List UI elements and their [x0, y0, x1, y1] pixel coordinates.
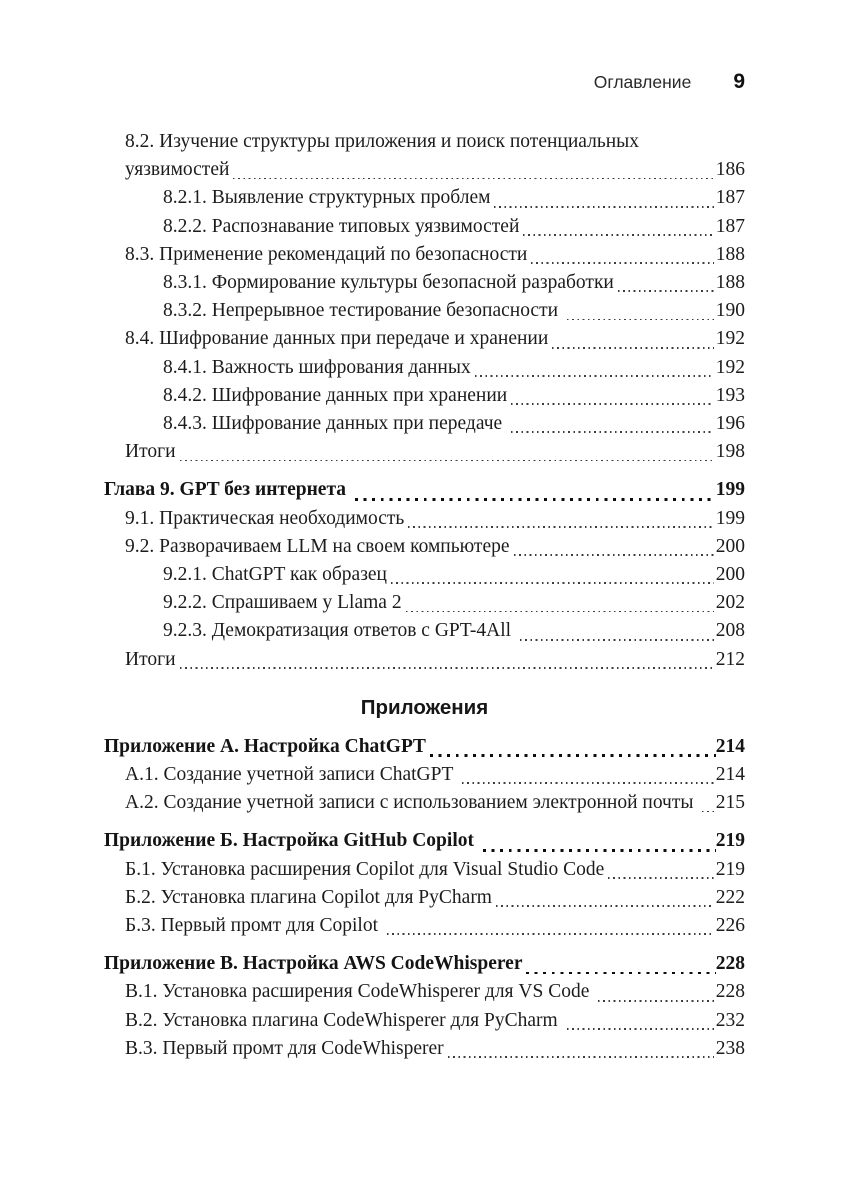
toc-entry-page: 187	[715, 187, 745, 209]
dot-leader	[526, 972, 715, 975]
dot-leader	[355, 498, 716, 501]
toc-entry	[104, 1007, 745, 1035]
toc-entry-page: 228	[715, 953, 745, 975]
toc-entry-title: 8.4. Шифрование данных при передаче и хранении	[125, 328, 549, 350]
toc-entry	[104, 476, 745, 504]
page-number: 9	[733, 70, 745, 93]
dot-leader	[618, 290, 714, 292]
toc-entry	[104, 438, 745, 466]
toc-entry-title: В.1. Установка расширения CodeWhisperer для VS Code	[125, 981, 595, 1003]
toc-entry-title: 9.2.1. ChatGPT как образец	[163, 564, 387, 586]
toc-entry-title: Итоги	[125, 441, 176, 463]
toc-entry-title: 8.2.2. Распознавание типовых уязвимостей	[163, 215, 520, 237]
toc-entry-page: 199	[715, 479, 745, 501]
toc-entry-page: 190	[715, 300, 745, 322]
dot-leader	[233, 178, 713, 180]
dot-leader	[702, 811, 713, 813]
toc-entry-page: 192	[715, 356, 745, 378]
dot-leader	[511, 431, 714, 433]
toc-entry-title: Приложение В. Настройка AWS CodeWhisperer	[104, 953, 523, 975]
toc-entry-page: 226	[715, 915, 745, 937]
dot-leader	[387, 933, 714, 935]
dot-leader	[408, 526, 713, 528]
toc-entry-title: А.2. Создание учетной записи с использованием электронной почты	[125, 792, 699, 814]
toc-entry-page: 186	[715, 159, 745, 181]
toc-entry	[104, 297, 745, 325]
dot-leader	[567, 319, 714, 321]
toc-entry-title: 8.4.3. Шифрование данных при передаче	[163, 413, 508, 435]
toc-entry	[104, 761, 745, 789]
toc-section	[104, 476, 745, 673]
toc-entry	[104, 269, 745, 297]
toc-entry	[104, 617, 745, 645]
toc-entry-title: Б.2. Установка плагина Copilot для PyCharm	[125, 886, 492, 908]
toc-entry-title: Итоги	[125, 648, 176, 670]
appendices-section-heading: Приложения	[360, 695, 489, 719]
toc-entry-title: 8.3.1. Формирование культуры безопасной разработки	[163, 272, 614, 294]
dot-leader	[448, 1056, 714, 1058]
dot-leader	[406, 611, 714, 613]
dot-leader	[430, 754, 716, 757]
toc-entry-page: 196	[715, 413, 745, 435]
toc-entry	[104, 533, 745, 561]
toc-entry-page: 228	[715, 981, 745, 1003]
toc-entry-page: 199	[715, 507, 745, 529]
toc-entry-title: 8.2.1. Выявление структурных проблем	[163, 187, 491, 209]
toc-entry-title: А.1. Создание учетной записи ChatGPT	[125, 764, 458, 786]
toc-entry-page: 232	[715, 1009, 745, 1031]
dot-leader	[475, 375, 714, 377]
toc-entry-page: 215	[715, 792, 745, 814]
toc-entry	[104, 213, 745, 241]
toc-entry	[104, 241, 745, 269]
toc-entry-title: Глава 9. GPT без интернета	[104, 479, 351, 501]
toc-entry-title: Приложение Б. Настройка GitHub Copilot	[104, 830, 479, 852]
toc-entry-continuation	[104, 156, 745, 184]
toc-entry	[104, 950, 745, 978]
toc-entry-page: 188	[715, 243, 745, 265]
toc-entry-title: 8.3. Применение рекомендаций по безопасности	[125, 243, 528, 265]
toc-entry-page: 193	[715, 384, 745, 406]
toc-entry-page: 200	[715, 564, 745, 586]
toc-entry-title: 8.4.1. Важность шифрования данных	[163, 356, 471, 378]
dot-leader	[494, 206, 713, 208]
toc-entry-page: 212	[715, 648, 745, 670]
toc-entry	[104, 589, 745, 617]
toc-entry	[104, 856, 745, 884]
toc-entry-page: 187	[715, 215, 745, 237]
toc-entry-title: 9.2.2. Спрашиваем у Llama 2	[163, 592, 402, 614]
toc-entry-page: 214	[715, 735, 745, 757]
toc-entry	[104, 184, 745, 212]
toc-entry	[104, 410, 745, 438]
toc-entry	[104, 325, 745, 353]
dot-leader	[531, 262, 713, 264]
toc-entry	[104, 354, 745, 382]
dot-leader	[608, 877, 713, 879]
toc-entry-title: Б.3. Первый промт для Copilot	[125, 915, 383, 937]
dot-leader	[180, 667, 714, 669]
toc-entry	[104, 789, 745, 817]
dot-leader	[514, 554, 714, 556]
toc-entry-title: Б.1. Установка расширения Copilot для Visual Studio Code	[125, 858, 605, 880]
toc-entry-page: 198	[715, 441, 745, 463]
toc-entry	[104, 912, 745, 940]
toc-entry-title: В.2. Установка плагина CodeWhisperer для PyCharm	[125, 1009, 563, 1031]
toc-entry-title: 9.1. Практическая необходимость	[125, 507, 405, 529]
toc-entry-page: 219	[715, 858, 745, 880]
toc-entry-page: 208	[715, 620, 745, 642]
dot-leader	[520, 639, 714, 641]
dot-leader	[598, 1000, 714, 1002]
toc	[104, 128, 745, 1063]
toc-entry-title: Приложение А. Настройка ChatGPT	[104, 735, 426, 757]
running-header-title: Оглавление	[593, 72, 692, 92]
toc-entry-title: уязвимостей	[125, 159, 230, 181]
toc-entry-page: 222	[715, 886, 745, 908]
dot-leader	[496, 905, 714, 907]
dot-leader	[462, 782, 714, 784]
toc-section	[104, 733, 745, 818]
toc-entry	[104, 884, 745, 912]
running-header	[104, 70, 745, 94]
toc-entry-page: 219	[715, 830, 745, 852]
toc-entry-page: 202	[715, 592, 745, 614]
dot-leader	[511, 403, 714, 405]
toc-entry-page: 200	[715, 535, 745, 557]
toc-section	[104, 827, 745, 940]
toc-entry	[104, 382, 745, 410]
toc-entry	[104, 505, 745, 533]
dot-leader	[567, 1028, 714, 1030]
toc-entry-title: 9.2.3. Демократизация ответов с GPT-4All	[163, 620, 516, 642]
dot-leader	[180, 460, 714, 462]
toc-section	[104, 128, 745, 466]
dot-leader	[483, 849, 716, 852]
dot-leader	[391, 582, 714, 584]
toc-entry-page: 188	[715, 272, 745, 294]
toc-entry-title: 8.4.2. Шифрование данных при хранении	[163, 384, 508, 406]
toc-entry	[104, 561, 745, 589]
toc-entry	[104, 978, 745, 1006]
toc-entry-title: В.3. Первый промт для CodeWhisperer	[125, 1037, 444, 1059]
toc-entry	[104, 733, 745, 761]
toc-entry-page: 192	[715, 328, 745, 350]
toc-entry	[104, 646, 745, 674]
dot-leader	[552, 347, 713, 349]
toc-entry-title: 9.2. Разворачиваем LLM на своем компьютере	[125, 535, 510, 557]
toc-section	[104, 950, 745, 1063]
toc-entry	[104, 1035, 745, 1063]
toc-entry-title: 8.3.2. Непрерывное тестирование безопасности	[163, 300, 563, 322]
toc-entry	[104, 827, 745, 855]
toc-entry-title: 8.2. Изучение структуры приложения и поиск потенциальных	[125, 131, 640, 152]
toc-entry	[104, 128, 745, 156]
toc-entry-page: 238	[715, 1037, 745, 1059]
dot-leader	[523, 234, 713, 236]
toc-entry-page: 214	[715, 764, 745, 786]
